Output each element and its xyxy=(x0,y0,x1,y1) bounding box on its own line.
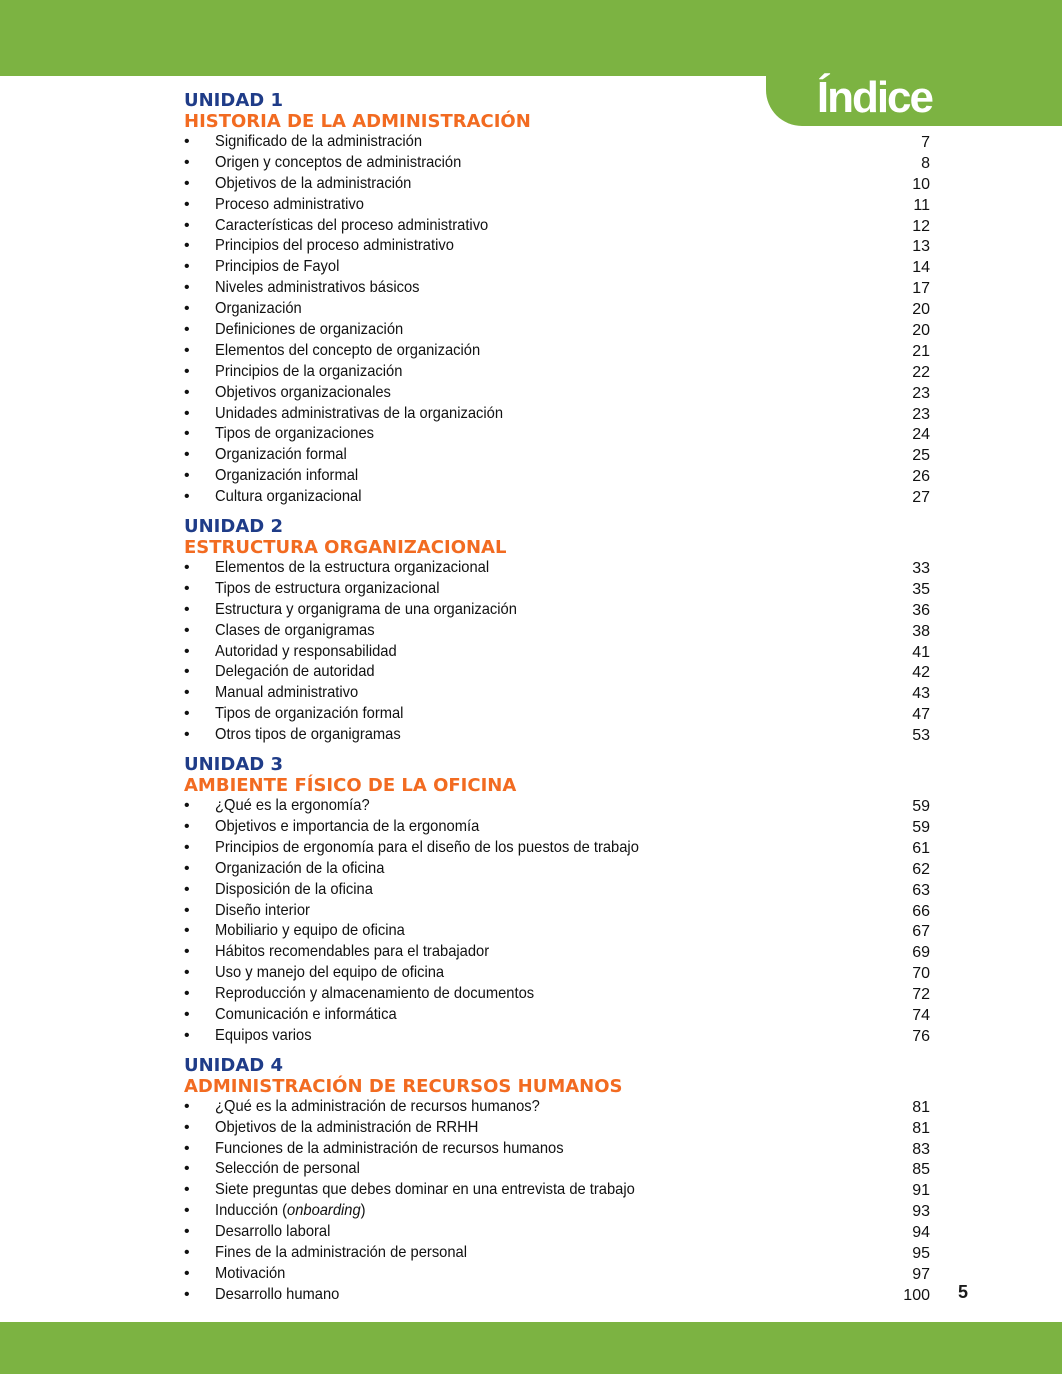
bullet-icon: • xyxy=(184,467,190,485)
entry-page-number: 59 xyxy=(912,818,930,836)
entry-page-number: 22 xyxy=(912,363,930,381)
entry-title: Estructura y organigrama de una organización xyxy=(215,600,517,618)
bullet-icon: • xyxy=(184,663,190,681)
bullet-icon: • xyxy=(184,1160,190,1178)
toc-entry[interactable] xyxy=(184,236,932,257)
entry-page-number: 94 xyxy=(912,1224,930,1242)
bullet-icon: • xyxy=(184,216,190,234)
bullet-icon: • xyxy=(184,726,190,744)
bullet-icon: • xyxy=(184,1005,190,1023)
entry-page-number: 59 xyxy=(912,798,930,816)
entry-page-number: 83 xyxy=(912,1140,930,1158)
entry-page-number: 61 xyxy=(912,839,930,857)
entry-title: Inducción (onboarding) xyxy=(215,1202,366,1220)
unit-label: UNIDAD 3 xyxy=(184,754,283,776)
toc-entry[interactable] xyxy=(184,383,932,404)
entry-title: Cultura organizacional xyxy=(215,488,362,506)
bullet-icon: • xyxy=(184,237,190,255)
entry-title: Objetivos de la administración de RRHH xyxy=(215,1118,479,1136)
bullet-icon: • xyxy=(184,1202,190,1220)
toc-entry[interactable] xyxy=(184,132,932,153)
bullet-icon: • xyxy=(184,684,190,702)
bullet-icon: • xyxy=(184,943,190,961)
bullet-icon: • xyxy=(184,642,190,660)
entry-page-number: 25 xyxy=(912,447,930,465)
entry-title: Organización xyxy=(215,300,302,318)
entry-page-number: 38 xyxy=(912,622,930,640)
entry-page-number: 85 xyxy=(912,1161,930,1179)
toc-entry[interactable] xyxy=(184,466,932,487)
bullet-icon: • xyxy=(184,258,190,276)
entry-list xyxy=(184,558,932,746)
toc-entry[interactable] xyxy=(184,424,932,445)
entry-page-number: 33 xyxy=(912,560,930,578)
bottom-banner xyxy=(0,1322,1062,1374)
toc-entry[interactable] xyxy=(184,1180,932,1201)
entry-page-number: 47 xyxy=(912,706,930,724)
bullet-icon: • xyxy=(184,446,190,464)
entry-title: Desarrollo humano xyxy=(215,1285,340,1303)
bullet-icon: • xyxy=(184,1118,190,1136)
toc-entry[interactable] xyxy=(184,1005,932,1026)
entry-title: Funciones de la administración de recursos humanos xyxy=(215,1139,564,1157)
toc-entry[interactable] xyxy=(184,942,932,963)
entry-page-number: 66 xyxy=(912,902,930,920)
toc-entry[interactable] xyxy=(184,1201,932,1222)
entry-page-number: 11 xyxy=(913,196,930,214)
entry-page-number: 41 xyxy=(912,643,930,661)
bullet-icon: • xyxy=(184,817,190,835)
entry-page-number: 76 xyxy=(912,1027,930,1045)
entry-title: Uso y manejo del equipo de oficina xyxy=(215,964,445,982)
toc-entry[interactable] xyxy=(184,1097,932,1118)
entry-page-number: 14 xyxy=(912,259,930,277)
entry-page-number: 27 xyxy=(912,489,930,507)
entry-title: Definiciones de organización xyxy=(215,321,404,339)
bullet-icon: • xyxy=(184,600,190,618)
toc-entry[interactable] xyxy=(184,257,932,278)
bullet-icon: • xyxy=(184,838,190,856)
entry-title: Reproducción y almacenamiento de documentos xyxy=(215,985,535,1003)
toc-entry[interactable] xyxy=(184,1118,932,1139)
entry-page-number: 43 xyxy=(912,685,930,703)
bullet-icon: • xyxy=(184,383,190,401)
toc-entry[interactable] xyxy=(184,963,932,984)
unit-title: AMBIENTE FÍSICO DE LA OFICINA xyxy=(184,775,517,797)
entry-page-number: 7 xyxy=(921,134,930,151)
toc-entry[interactable] xyxy=(184,600,932,621)
entry-page-number: 100 xyxy=(903,1286,930,1304)
entry-page-number: 10 xyxy=(912,175,930,193)
toc-entry[interactable] xyxy=(184,984,932,1005)
unit-section xyxy=(184,516,932,746)
entry-title: Objetivos de la administración xyxy=(215,174,412,192)
entry-title: Elementos del concepto de organización xyxy=(215,341,481,359)
bullet-icon: • xyxy=(184,1097,190,1115)
toc-entry[interactable] xyxy=(184,174,932,195)
toc-entry[interactable] xyxy=(184,1243,932,1264)
bullet-icon: • xyxy=(184,425,190,443)
entry-page-number: 24 xyxy=(912,426,930,444)
toc-entry[interactable] xyxy=(184,796,932,817)
toc-entry[interactable] xyxy=(184,1285,932,1306)
table-of-contents xyxy=(184,90,932,1314)
toc-entry[interactable] xyxy=(184,195,932,216)
entry-page-number: 20 xyxy=(912,301,930,319)
toc-entry[interactable] xyxy=(184,1139,932,1160)
toc-entry[interactable] xyxy=(184,216,932,237)
toc-entry[interactable] xyxy=(184,299,932,320)
bullet-icon: • xyxy=(184,404,190,422)
toc-entry[interactable] xyxy=(184,683,932,704)
toc-entry[interactable] xyxy=(184,320,932,341)
entry-title: Siete preguntas que debes dominar en una entrevista de trabajo xyxy=(215,1181,635,1199)
bullet-icon: • xyxy=(184,901,190,919)
toc-entry[interactable] xyxy=(184,838,932,859)
toc-entry[interactable] xyxy=(184,362,932,383)
toc-entry[interactable] xyxy=(184,901,932,922)
entry-title: Tipos de organización formal xyxy=(215,705,404,723)
toc-entry[interactable] xyxy=(184,621,932,642)
entry-title: Desarrollo laboral xyxy=(215,1223,331,1241)
bullet-icon: • xyxy=(184,985,190,1003)
bullet-icon: • xyxy=(184,1139,190,1157)
toc-entry[interactable] xyxy=(184,880,932,901)
entry-page-number: 70 xyxy=(912,965,930,983)
unit-title: HISTORIA DE LA ADMINISTRACIÓN xyxy=(184,111,531,132)
toc-entry[interactable] xyxy=(184,859,932,880)
entry-page-number: 93 xyxy=(912,1203,930,1221)
unit-label: UNIDAD 1 xyxy=(184,90,283,111)
entry-title: Equipos varios xyxy=(215,1026,312,1044)
bullet-icon: • xyxy=(184,488,190,506)
entry-title: Significado de la administración xyxy=(215,133,423,150)
entry-title: Fines de la administración de personal xyxy=(215,1243,468,1261)
entry-title: Elementos de la estructura organizacional xyxy=(215,559,490,577)
entry-page-number: 21 xyxy=(912,342,930,360)
entry-title: Diseño interior xyxy=(215,901,310,919)
entry-page-number: 23 xyxy=(912,405,930,423)
bullet-icon: • xyxy=(184,880,190,898)
entry-title: Delegación de autoridad xyxy=(215,663,375,681)
bullet-icon: • xyxy=(184,300,190,318)
entry-page-number: 69 xyxy=(912,944,930,962)
toc-entry[interactable] xyxy=(184,1159,932,1180)
entry-title: Selección de personal xyxy=(215,1160,360,1178)
toc-entry[interactable] xyxy=(184,1026,932,1047)
entry-title: Objetivos e importancia de la ergonomía xyxy=(215,817,480,835)
toc-entry[interactable] xyxy=(184,642,932,663)
bullet-icon: • xyxy=(184,279,190,297)
bullet-icon: • xyxy=(184,579,190,597)
entry-page-number: 8 xyxy=(921,154,930,172)
entry-title: Hábitos recomendables para el trabajador xyxy=(215,943,490,961)
entry-page-number: 97 xyxy=(912,1265,930,1283)
bullet-icon: • xyxy=(184,362,190,380)
bullet-icon: • xyxy=(184,195,190,213)
entry-title: Mobiliario y equipo de oficina xyxy=(215,922,405,940)
bullet-icon: • xyxy=(184,705,190,723)
bullet-icon: • xyxy=(184,1026,190,1044)
toc-entry[interactable] xyxy=(184,445,932,466)
entry-page-number: 74 xyxy=(912,1006,930,1024)
toc-entry[interactable] xyxy=(184,558,932,579)
unit-title: ESTRUCTURA ORGANIZACIONAL xyxy=(184,537,507,559)
toc-entry[interactable] xyxy=(184,487,932,508)
bullet-icon: • xyxy=(184,859,190,877)
entry-page-number: 20 xyxy=(912,322,930,340)
bullet-icon: • xyxy=(184,621,190,639)
entry-title: Organización de la oficina xyxy=(215,859,385,877)
entry-list xyxy=(184,132,932,508)
entry-title: Otros tipos de organigramas xyxy=(215,726,401,744)
toc-entry[interactable] xyxy=(184,404,932,425)
unit-section xyxy=(184,1055,932,1306)
entry-title: Características del proceso administrativo xyxy=(215,216,489,234)
entry-page-number: 26 xyxy=(912,468,930,486)
entry-title: ¿Qué es la ergonomía? xyxy=(215,797,370,815)
bullet-icon: • xyxy=(184,922,190,940)
bullet-icon: • xyxy=(184,1264,190,1282)
entry-title: Organización formal xyxy=(215,446,347,464)
entry-page-number: 72 xyxy=(912,986,930,1004)
entry-title: Organización informal xyxy=(215,467,359,485)
unit-title: ADMINISTRACIÓN DE RECURSOS HUMANOS xyxy=(184,1075,623,1097)
bullet-icon: • xyxy=(184,1181,190,1199)
page-number: 5 xyxy=(958,1282,969,1302)
entry-title: Objetivos organizacionales xyxy=(215,383,391,401)
entry-title: Proceso administrativo xyxy=(215,195,364,213)
entry-title: Principios de Fayol xyxy=(215,258,340,276)
entry-page-number: 42 xyxy=(912,664,930,682)
toc-entry[interactable] xyxy=(184,153,932,174)
entry-page-number: 17 xyxy=(912,280,930,298)
bullet-icon: • xyxy=(184,559,190,577)
entry-page-number: 12 xyxy=(912,217,930,235)
toc-entry[interactable] xyxy=(184,1222,932,1243)
toc-entry[interactable] xyxy=(184,704,932,725)
entry-title: ¿Qué es la administración de recursos humanos? xyxy=(215,1097,540,1115)
toc-entry[interactable] xyxy=(184,725,932,746)
bullet-icon: • xyxy=(184,797,190,815)
entry-page-number: 91 xyxy=(912,1182,930,1200)
entry-title: Tipos de estructura organizacional xyxy=(215,579,440,597)
unit-section xyxy=(184,90,932,508)
entry-list xyxy=(184,796,932,1047)
entry-page-number: 53 xyxy=(912,727,930,745)
entry-title: Origen y conceptos de administración xyxy=(215,153,462,171)
entry-title: Clases de organigramas xyxy=(215,621,375,639)
entry-title: Niveles administrativos básicos xyxy=(215,279,420,297)
toc-entry[interactable] xyxy=(184,817,932,838)
entry-page-number: 62 xyxy=(912,860,930,878)
unit-section xyxy=(184,754,932,1047)
entry-page-number: 63 xyxy=(912,881,930,899)
bullet-icon: • xyxy=(184,321,190,339)
bullet-icon: • xyxy=(184,1223,190,1241)
toc-entry[interactable] xyxy=(184,341,932,362)
toc-entry[interactable] xyxy=(184,579,932,600)
bullet-icon: • xyxy=(184,1243,190,1261)
entry-title: Principios de la organización xyxy=(215,362,403,380)
unit-label: UNIDAD 4 xyxy=(184,1054,283,1076)
entry-title: Tipos de organizaciones xyxy=(215,425,375,443)
entry-page-number: 95 xyxy=(912,1244,930,1262)
bullet-icon: • xyxy=(184,964,190,982)
toc-entry[interactable] xyxy=(184,278,932,299)
toc-entry[interactable] xyxy=(184,1264,932,1285)
entry-page-number: 81 xyxy=(912,1098,930,1116)
unit-label: UNIDAD 2 xyxy=(184,516,283,538)
entry-page-number: 67 xyxy=(912,923,930,941)
entry-title: Motivación xyxy=(215,1264,286,1282)
bullet-icon: • xyxy=(184,1285,190,1303)
entry-page-number: 35 xyxy=(912,580,930,598)
entry-page-number: 81 xyxy=(912,1119,930,1137)
entry-title: Disposición de la oficina xyxy=(215,880,373,898)
entry-title: Autoridad y responsabilidad xyxy=(215,642,397,660)
entry-title: Principios de ergonomía para el diseño de los puestos de trabajo xyxy=(215,838,639,856)
bullet-icon: • xyxy=(184,133,190,150)
bullet-icon: • xyxy=(184,341,190,359)
entry-title: Comunicación e informática xyxy=(215,1005,397,1023)
entry-page-number: 13 xyxy=(912,238,930,256)
entry-page-number: 36 xyxy=(912,601,930,619)
entry-title: Unidades administrativas de la organización xyxy=(215,404,504,422)
toc-entry[interactable] xyxy=(184,662,932,683)
bullet-icon: • xyxy=(184,153,190,171)
entry-page-number: 23 xyxy=(912,384,930,402)
entry-title: Manual administrativo xyxy=(215,684,359,702)
entry-title: Principios del proceso administrativo xyxy=(215,237,454,255)
page-title: Índice xyxy=(816,73,932,122)
bullet-icon: • xyxy=(184,174,190,192)
entry-list xyxy=(184,1097,932,1306)
toc-entry[interactable] xyxy=(184,921,932,942)
